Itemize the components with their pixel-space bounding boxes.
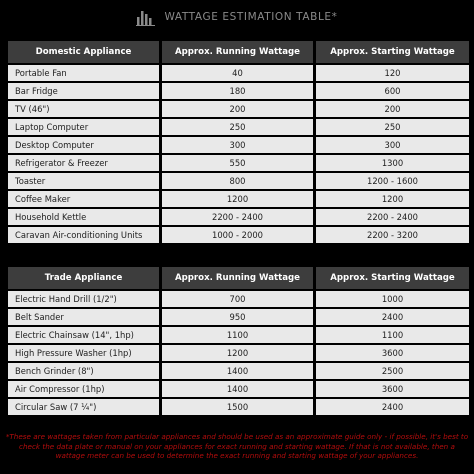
table-row xyxy=(8,363,469,379)
table-row xyxy=(8,399,469,415)
appliance-cell: TV (46") xyxy=(8,101,159,117)
starting-wattage-cell: 300 xyxy=(316,137,469,153)
page-title: WATTAGE ESTIMATION TABLE* xyxy=(164,11,338,23)
trade-table-body xyxy=(8,291,469,415)
column-header-starting-wattage: Approx. Starting Wattage xyxy=(316,41,469,63)
table-row xyxy=(8,65,469,81)
bar-chart-icon xyxy=(136,8,156,26)
running-wattage-cell: 1500 xyxy=(162,399,313,415)
starting-wattage-cell: 2200 - 2400 xyxy=(316,209,469,225)
column-header-starting-wattage: Approx. Starting Wattage xyxy=(316,267,469,289)
table-row xyxy=(8,191,469,207)
table-row xyxy=(8,345,469,361)
appliance-cell: Electric Hand Drill (1/2") xyxy=(8,291,159,307)
table-header-row xyxy=(8,41,469,63)
appliance-cell: Belt Sander xyxy=(8,309,159,325)
running-wattage-cell: 1400 xyxy=(162,381,313,397)
running-wattage-cell: 1000 - 2000 xyxy=(162,227,313,243)
starting-wattage-cell: 3600 xyxy=(316,345,469,361)
running-wattage-cell: 1200 xyxy=(162,345,313,361)
running-wattage-cell: 180 xyxy=(162,83,313,99)
domestic-table-body xyxy=(8,65,469,243)
table-row xyxy=(8,137,469,153)
starting-wattage-cell: 2500 xyxy=(316,363,469,379)
running-wattage-cell: 700 xyxy=(162,291,313,307)
footnote: *These are wattages taken from particular appliances and should be used as an approximate guide only - if possible, it's best to check the data plate or manual on your appliances for exact running and starting wattage. If that is not available, then a wattage meter can be used to determine the exact running and starting wattage of your appliances. xyxy=(5,432,469,460)
column-header-running-wattage: Approx. Running Wattage xyxy=(162,267,313,289)
running-wattage-cell: 1100 xyxy=(162,327,313,343)
running-wattage-cell: 250 xyxy=(162,119,313,135)
appliance-cell: Circular Saw (7 ¼") xyxy=(8,399,159,415)
table-header-row xyxy=(8,267,469,289)
starting-wattage-cell: 600 xyxy=(316,83,469,99)
starting-wattage-cell: 120 xyxy=(316,65,469,81)
appliance-cell: Electric Chainsaw (14", 1hp) xyxy=(8,327,159,343)
appliance-cell: Toaster xyxy=(8,173,159,189)
starting-wattage-cell: 2200 - 3200 xyxy=(316,227,469,243)
appliance-cell: Air Compressor (1hp) xyxy=(8,381,159,397)
column-header-appliance: Domestic Appliance xyxy=(8,41,159,63)
running-wattage-cell: 40 xyxy=(162,65,313,81)
running-wattage-cell: 200 xyxy=(162,101,313,117)
running-wattage-cell: 550 xyxy=(162,155,313,171)
appliance-cell: Bar Fridge xyxy=(8,83,159,99)
appliance-cell: Caravan Air-conditioning Units xyxy=(8,227,159,243)
appliance-cell: Laptop Computer xyxy=(8,119,159,135)
starting-wattage-cell: 1000 xyxy=(316,291,469,307)
starting-wattage-cell: 200 xyxy=(316,101,469,117)
table-row xyxy=(8,209,469,225)
table-row xyxy=(8,381,469,397)
table-row xyxy=(8,155,469,171)
table-row xyxy=(8,227,469,243)
table-row xyxy=(8,83,469,99)
running-wattage-cell: 800 xyxy=(162,173,313,189)
table-row xyxy=(8,327,469,343)
trade-appliance-table xyxy=(5,265,472,417)
starting-wattage-cell: 1100 xyxy=(316,327,469,343)
table-row xyxy=(8,119,469,135)
table-row xyxy=(8,101,469,117)
starting-wattage-cell: 2400 xyxy=(316,309,469,325)
appliance-cell: Refrigerator & Freezer xyxy=(8,155,159,171)
starting-wattage-cell: 2400 xyxy=(316,399,469,415)
domestic-appliance-table xyxy=(5,39,472,245)
appliance-cell: Portable Fan xyxy=(8,65,159,81)
table-row xyxy=(8,173,469,189)
starting-wattage-cell: 3600 xyxy=(316,381,469,397)
running-wattage-cell: 1200 xyxy=(162,191,313,207)
title-bar xyxy=(0,0,474,34)
running-wattage-cell: 1400 xyxy=(162,363,313,379)
column-header-appliance: Trade Appliance xyxy=(8,267,159,289)
running-wattage-cell: 2200 - 2400 xyxy=(162,209,313,225)
starting-wattage-cell: 1200 xyxy=(316,191,469,207)
column-header-running-wattage: Approx. Running Wattage xyxy=(162,41,313,63)
starting-wattage-cell: 1300 xyxy=(316,155,469,171)
starting-wattage-cell: 250 xyxy=(316,119,469,135)
appliance-cell: Desktop Computer xyxy=(8,137,159,153)
running-wattage-cell: 300 xyxy=(162,137,313,153)
appliance-cell: High Pressure Washer (1hp) xyxy=(8,345,159,361)
table-row xyxy=(8,309,469,325)
appliance-cell: Household Kettle xyxy=(8,209,159,225)
appliance-cell: Coffee Maker xyxy=(8,191,159,207)
table-row xyxy=(8,291,469,307)
starting-wattage-cell: 1200 - 1600 xyxy=(316,173,469,189)
running-wattage-cell: 950 xyxy=(162,309,313,325)
appliance-cell: Bench Grinder (8") xyxy=(8,363,159,379)
